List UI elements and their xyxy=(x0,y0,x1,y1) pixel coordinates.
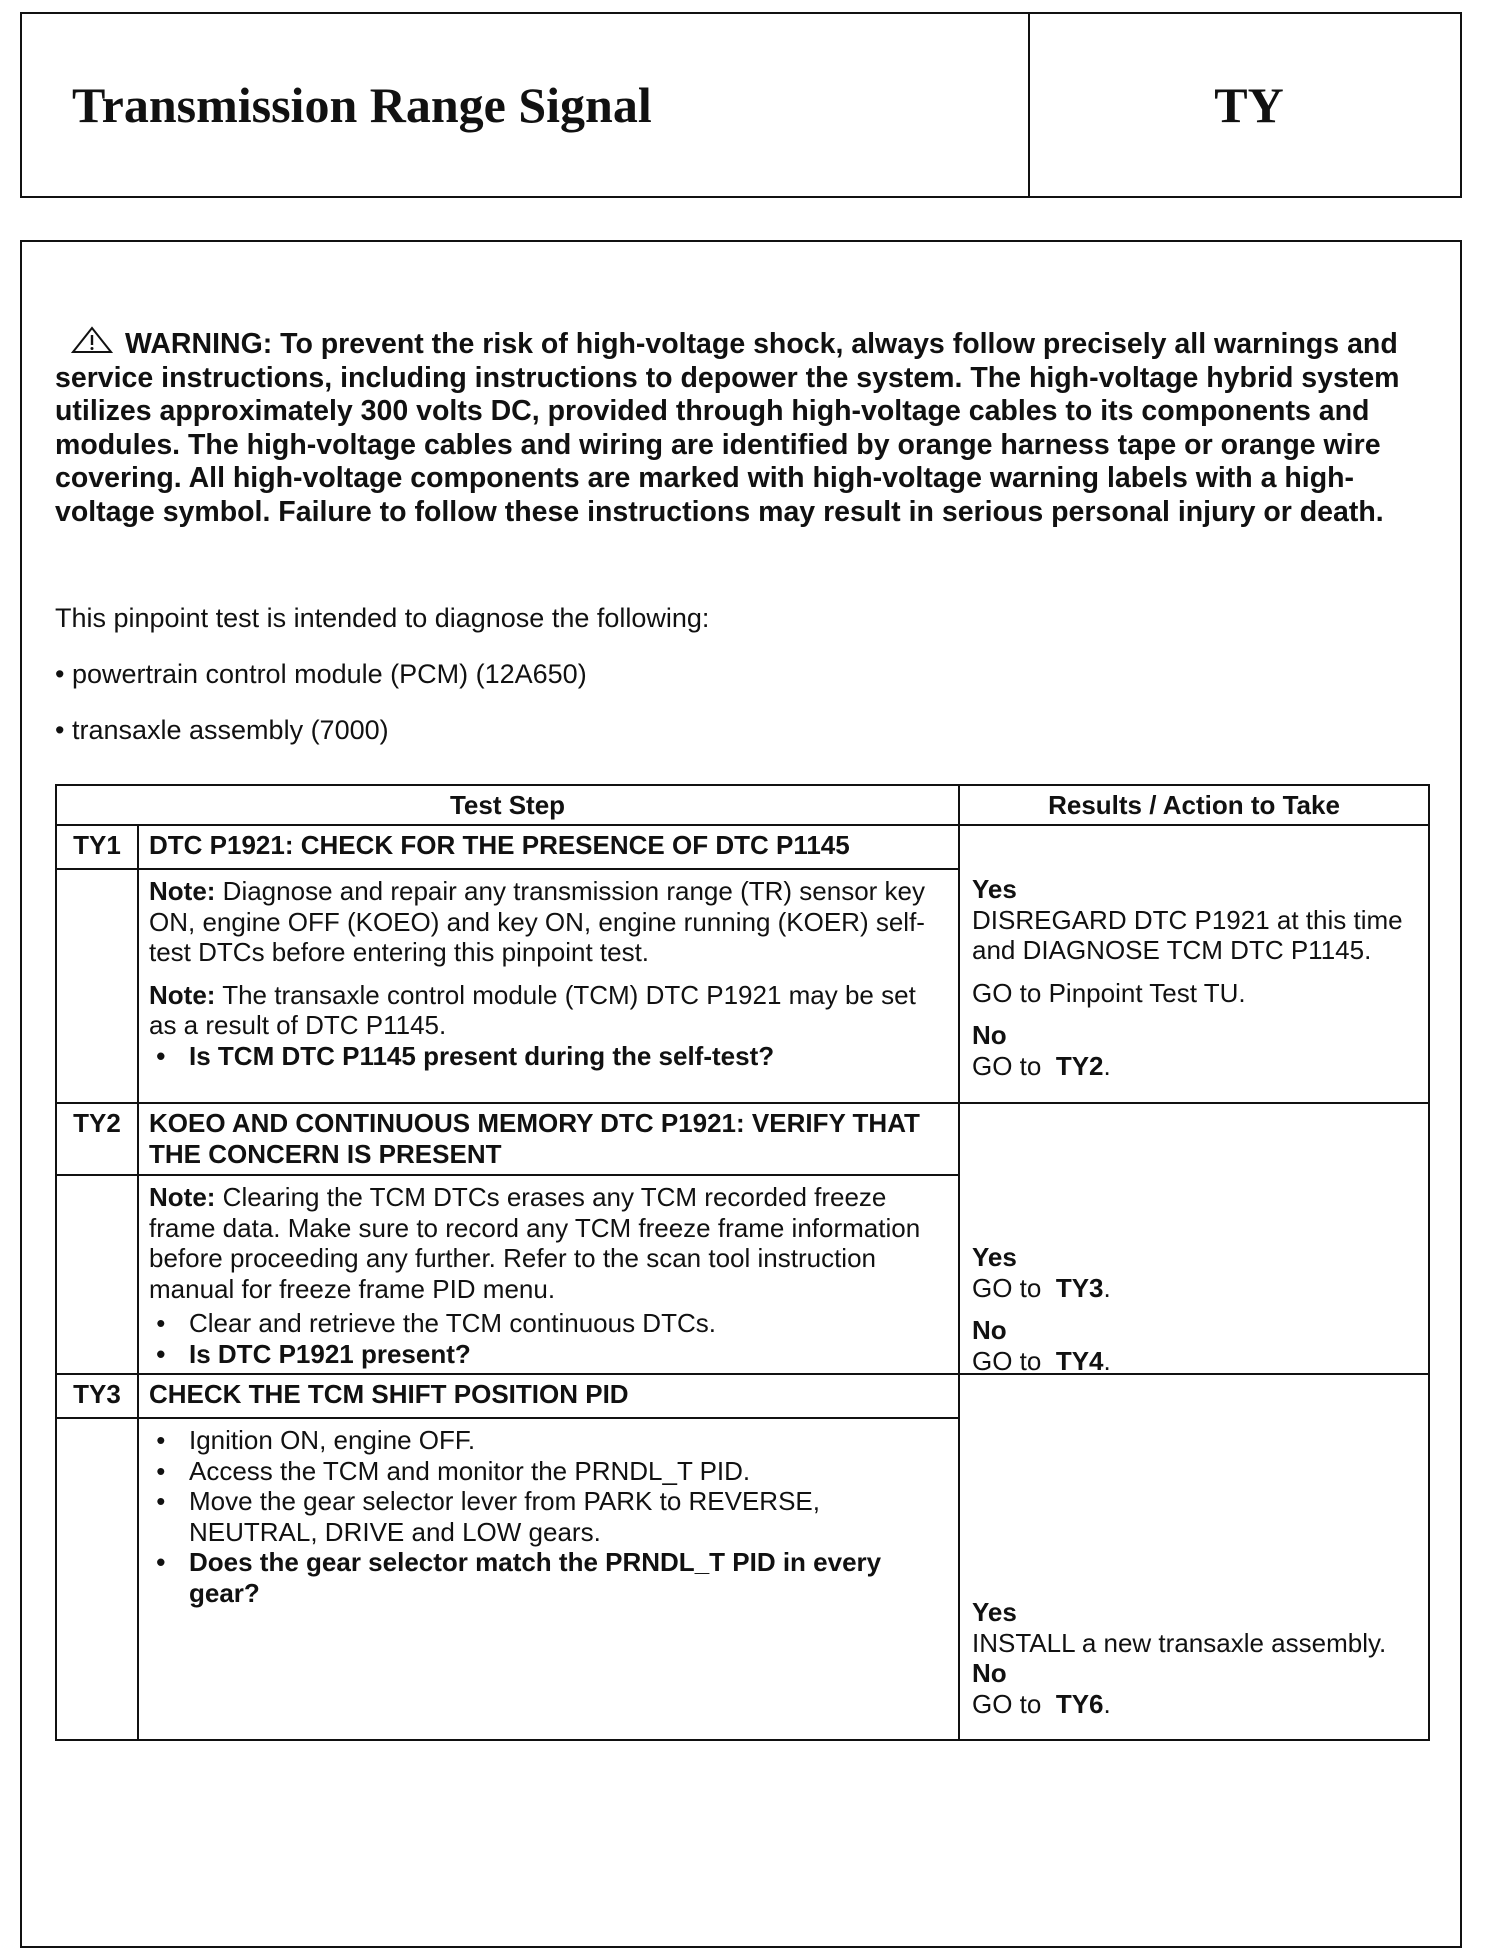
bullet-text: Does the gear selector match the PRNDL_T PID in every gear? xyxy=(189,1547,882,1608)
step-bullet: • Access the TCM and monitor the PRNDL_T PID. xyxy=(149,1456,948,1487)
yes-action xyxy=(972,1273,1416,1304)
results-content xyxy=(972,1597,1416,1719)
no-suffix: . xyxy=(1103,1345,1111,1376)
yes-goto: GO to Pinpoint Test TU. xyxy=(972,977,1246,1008)
step-id: TY3 xyxy=(56,1374,138,1418)
no-prefix: GO to xyxy=(972,1688,1042,1719)
no-prefix: GO to xyxy=(972,1050,1042,1081)
yes-prefix: GO to xyxy=(972,1272,1042,1303)
warning-triangle-icon xyxy=(71,326,113,354)
yes-label: Yes xyxy=(972,1242,1017,1272)
no-action xyxy=(972,1689,1416,1720)
table-header-row xyxy=(56,785,1429,825)
no-action xyxy=(972,1346,1416,1377)
header-results: Results / Action to Take xyxy=(959,785,1429,825)
empty-id-cell xyxy=(56,1418,138,1740)
yes-label: Yes xyxy=(972,1597,1017,1627)
step-bullet: • Does the gear selector match the PRNDL_T PID in every gear? xyxy=(149,1547,948,1608)
results-content xyxy=(972,874,1416,1081)
note-label: Note: xyxy=(149,979,216,1010)
intro-item: • transaxle assembly (7000) xyxy=(55,715,389,745)
empty-id-cell xyxy=(56,869,138,1103)
step-body xyxy=(138,1418,959,1740)
intro-item-text: powertrain control module (PCM) (12A650) xyxy=(71,659,587,689)
table-row xyxy=(56,1374,1429,1418)
bullet-text: Access the TCM and monitor the PRNDL_T PID. xyxy=(189,1455,751,1486)
note xyxy=(149,980,948,1041)
page-header xyxy=(20,12,1462,198)
page-title: Transmission Range Signal xyxy=(72,77,652,133)
bullet-text: Is DTC P1921 present? xyxy=(189,1338,471,1369)
note xyxy=(149,876,948,968)
warning-block xyxy=(55,326,1445,529)
main-content xyxy=(20,240,1462,1948)
yes-suffix: . xyxy=(1103,1272,1111,1303)
note xyxy=(149,1182,948,1304)
step-bullet: • Clear and retrieve the TCM continuous DTCs. xyxy=(149,1308,948,1339)
note-label: Note: xyxy=(149,1182,216,1212)
step-results xyxy=(959,825,1429,1103)
header-title-cell xyxy=(22,14,1030,196)
no-target: TY6 xyxy=(1055,1688,1104,1719)
note-text: The transaxle control module (TCM) DTC P1921 may be set as a result of DTC P1145. xyxy=(149,979,916,1040)
yes-action: DISREGARD DTC P1921 at this time and DIAGNOSE TCM DTC P1145. xyxy=(972,904,1403,965)
no-target: TY2 xyxy=(1055,1050,1104,1081)
note-label: Note: xyxy=(149,876,216,906)
warning-text: WARNING: To prevent the risk of high-voltage shock, always follow precisely all warnings and service instructions, including instructions to depower the system. The high-voltage hybrid system utilizes approximately 300 volts DC, provided through high-voltage cables to its components and modules. The high-voltage cables and wiring are identified by orange harness tape or orange wire covering. All high-voltage components are marked with high-voltage warning labels with a high-voltage symbol. Failure to follow these instructions may result in serious personal injury or death. xyxy=(55,328,1400,528)
no-label: No xyxy=(972,1658,1007,1688)
intro-section xyxy=(55,602,1415,746)
note-text: Clearing the TCM DTCs erases any TCM recorded freeze frame data. Make sure to record any TCM freeze frame information before proceeding any further. Refer to the scan tool instruction manual for freeze frame PID menu. xyxy=(149,1182,921,1304)
no-action xyxy=(972,1051,1416,1082)
no-suffix: . xyxy=(1103,1688,1111,1719)
yes-action: INSTALL a new transaxle assembly. xyxy=(972,1627,1387,1658)
step-bullet: • Is TCM DTC P1145 present during the self-test? xyxy=(149,1041,948,1072)
step-body xyxy=(138,869,959,1103)
section-code: TY xyxy=(1214,77,1284,133)
step-bullet: • Ignition ON, engine OFF. xyxy=(149,1425,948,1456)
pinpoint-test-table xyxy=(55,784,1430,1741)
step-title: CHECK THE TCM SHIFT POSITION PID xyxy=(138,1374,959,1418)
bullet-text: Ignition ON, engine OFF. xyxy=(189,1425,476,1455)
empty-id-cell xyxy=(56,1175,138,1374)
no-prefix: GO to xyxy=(972,1345,1042,1376)
no-suffix: . xyxy=(1103,1050,1111,1081)
step-bullet: • Move the gear selector lever from PARK to REVERSE, NEUTRAL, DRIVE and LOW gears. xyxy=(149,1486,948,1547)
step-body xyxy=(138,1175,959,1374)
results-content xyxy=(972,1242,1416,1376)
note-text: Diagnose and repair any transmission range (TR) sensor key ON, engine OFF (KOEO) and key ON, engine running (KOER) self-test DTCs before entering this pinpoint test. xyxy=(149,876,925,967)
step-results xyxy=(959,1374,1429,1740)
step-bullet: • Is DTC P1921 present? xyxy=(149,1339,948,1370)
table-row xyxy=(56,825,1429,869)
intro-item: • powertrain control module (PCM) (12A650) xyxy=(55,659,587,689)
no-label: No xyxy=(972,1315,1007,1345)
step-id: TY1 xyxy=(56,825,138,869)
no-target: TY4 xyxy=(1055,1345,1104,1376)
intro-lead: This pinpoint test is intended to diagnose the following: xyxy=(55,603,710,633)
header-test-step: Test Step xyxy=(56,785,959,825)
step-id: TY2 xyxy=(56,1103,138,1175)
bullet-text: Move the gear selector lever from PARK to REVERSE, NEUTRAL, DRIVE and LOW gears. xyxy=(189,1486,820,1547)
header-code-cell xyxy=(1030,14,1460,196)
intro-item-text: transaxle assembly (7000) xyxy=(71,715,389,745)
no-label: No xyxy=(972,1020,1007,1050)
bullet-text: Is TCM DTC P1145 present during the self-test? xyxy=(189,1040,775,1071)
step-title: KOEO AND CONTINUOUS MEMORY DTC P1921: VERIFY THAT THE CONCERN IS PRESENT xyxy=(138,1103,959,1175)
bullet-text: Clear and retrieve the TCM continuous DTCs. xyxy=(189,1308,716,1338)
step-title: DTC P1921: CHECK FOR THE PRESENCE OF DTC P1145 xyxy=(138,825,959,869)
table-row xyxy=(56,1103,1429,1175)
yes-label: Yes xyxy=(972,874,1017,904)
yes-target: TY3 xyxy=(1055,1272,1104,1303)
step-results xyxy=(959,1103,1429,1374)
